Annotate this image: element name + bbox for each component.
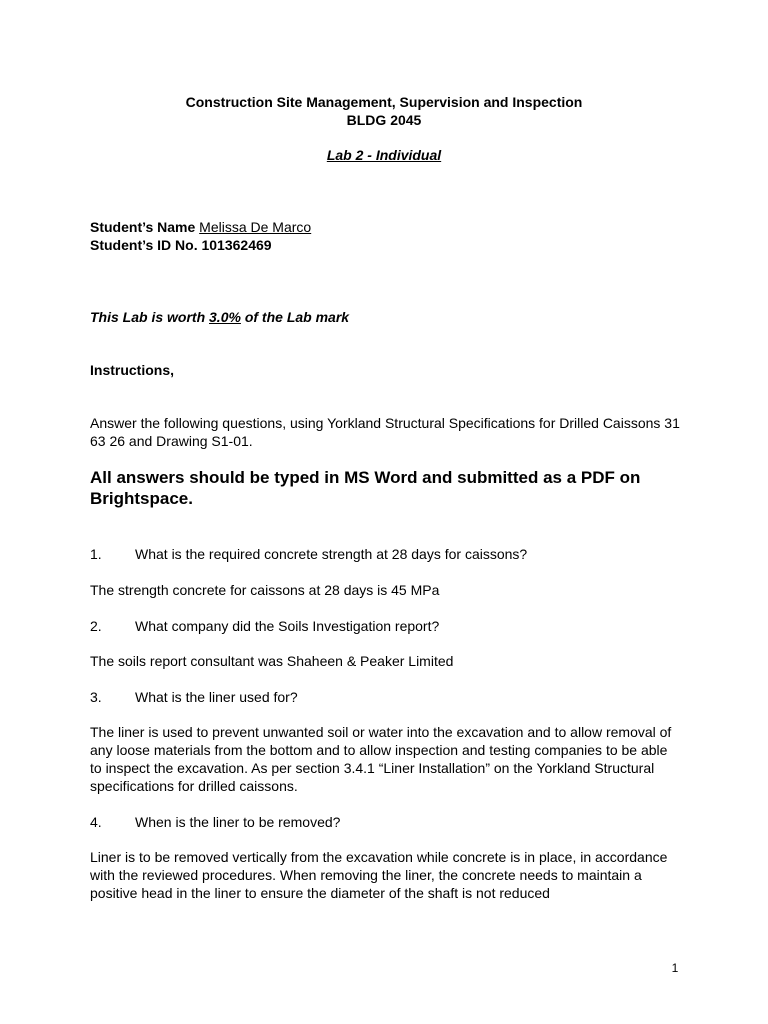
lab-worth-line: [90, 308, 690, 326]
instructions-heading: Instructions,: [90, 362, 175, 378]
question-item: [90, 617, 690, 635]
lab-worth-prefix: This Lab is worth: [90, 309, 210, 325]
answer-text: The liner is used to prevent unwanted soil or water into the excavation and to allow removal of any loose materials from the bottom and to allow inspection and testing companies to be able to inspect the excavation. As per section 3.4.1 “Liner Installation” on the Yorkland Structural specifications for drilled caissons.: [90, 724, 672, 794]
answer-text: The strength concrete for caissons at 28 days is 45 MPa: [90, 582, 440, 598]
student-id-line: [90, 236, 690, 254]
student-name-label: Student’s Name: [90, 219, 200, 235]
question-item: [90, 813, 690, 831]
course-title: Construction Site Management, Supervision and Inspection: [185, 94, 583, 110]
student-id-label: Student’s ID No.: [90, 237, 202, 253]
question-text: What is the required concrete strength at 28 days for caissons?: [135, 546, 528, 562]
answer-text: The soils report consultant was Shaheen & Peaker Limited: [90, 653, 454, 669]
instructions-text: Answer the following questions, using Yorkland Structural Specifications for Drilled Caissons 31 63 26 and Drawing S1-01.: [90, 415, 680, 449]
course-code: BLDG 2045: [346, 112, 422, 128]
lab-title: Lab 2 - Individual: [326, 147, 442, 163]
question-number: 3.: [90, 689, 102, 705]
question-text: When is the liner to be removed?: [135, 814, 341, 830]
question-text: What company did the Soils Investigation report?: [135, 618, 440, 634]
question-number: 4.: [90, 814, 102, 830]
lab-worth-suffix: of the Lab mark: [240, 309, 350, 325]
question-number: 1.: [90, 546, 102, 562]
student-id-value: 101362469: [201, 237, 272, 253]
student-name-value: Melissa De Marco: [199, 219, 312, 235]
lab-worth-value: 3.0%: [209, 309, 241, 325]
question-text: What is the liner used for?: [135, 689, 298, 705]
question-number: 2.: [90, 618, 102, 634]
question-item: [90, 688, 690, 706]
question-item: [90, 545, 690, 563]
submission-notice: All answers should be typed in MS Word and submitted as a PDF on Brightspace.: [90, 468, 641, 508]
student-name-line: [90, 218, 690, 236]
page-number: 1: [671, 961, 679, 975]
answer-text: Liner is to be removed vertically from the excavation while concrete is in place, in accordance with the reviewed procedures. When removing the liner, the concrete needs to maintain a positive head in the liner to ensure the diameter of the shaft is not reduced: [90, 849, 668, 901]
